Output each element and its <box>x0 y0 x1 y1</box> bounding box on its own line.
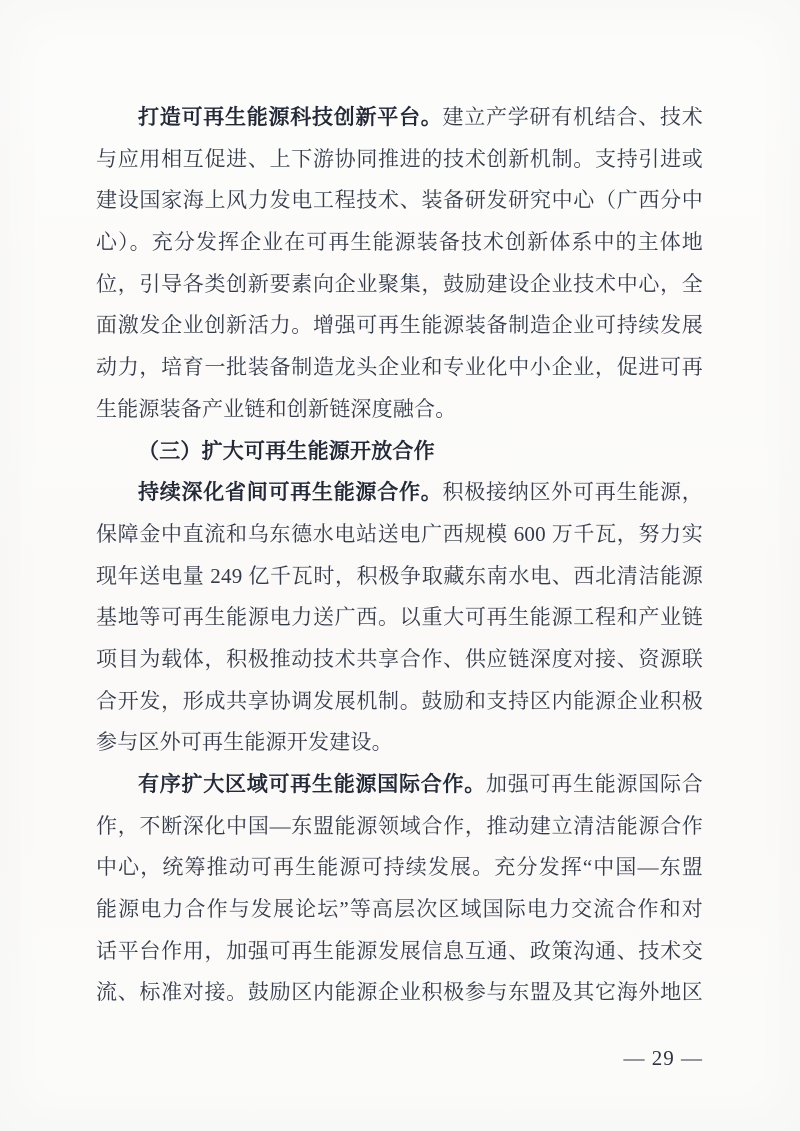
text-line <box>96 931 703 973</box>
text-segment: 与应用相互促进、上下游协同推进的技术创新机制。支持引进或 <box>96 146 703 171</box>
bold-text-segment: 打造可再生能源科技创新平台。 <box>138 105 443 129</box>
paragraph-lead-line <box>96 97 703 139</box>
text-line <box>96 597 703 639</box>
text-segment: 保障金中直流和乌东德水电站送电广西规模 600 万千瓦，努力实 <box>96 521 703 546</box>
text-segment: 基地等可再生能源电力送广西。以重大可再生能源工程和产业链 <box>96 605 703 630</box>
text-segment: 话平台作用，加强可再生能源发展信息互通、政策沟通、技术交 <box>96 938 703 963</box>
text-segment: 流、标准对接。鼓励区内能源企业积极参与东盟及其它海外地区 <box>96 980 703 1005</box>
text-line <box>96 264 703 306</box>
bold-text-segment: （三）扩大可再生能源开放合作 <box>138 438 435 463</box>
text-line <box>96 639 703 681</box>
text-segment: 生能源装备产业链和创新链深度融合。 <box>96 396 457 421</box>
text-segment: 现年送电量 249 亿千瓦时，积极争取藏东南水电、西北清洁能源 <box>96 563 703 588</box>
text-segment: 中心，统筹推动可再生能源可持续发展。充分发挥“中国—东盟 <box>96 855 703 880</box>
text-line <box>96 806 703 848</box>
page-number: — 29 — <box>623 1046 703 1070</box>
section-heading <box>96 431 703 473</box>
paragraph-last-line <box>96 389 703 431</box>
text-segment: 面激发企业创新活力。增强可再生能源装备制造企业可持续发展 <box>96 313 703 338</box>
text-segment: 建设国家海上风力发电工程技术、装备研发研究中心（广西分中 <box>96 188 703 213</box>
text-segment: 作，不断深化中国—东盟能源领域合作，推动建立清洁能源合作 <box>96 813 703 838</box>
paragraph-lead-line <box>96 472 703 514</box>
text-segment: 加强可再生能源国际合 <box>486 772 703 796</box>
text-segment: 积极接纳区外可再生能源， <box>442 480 703 505</box>
text-line <box>96 180 703 222</box>
text-line <box>96 139 703 181</box>
text-segment: 建立产学研有机结合、技术 <box>442 105 703 129</box>
text-segment: 项目为载体，积极推动技术共享合作、供应链深度对接、资源联 <box>96 646 703 671</box>
text-line <box>96 889 703 931</box>
text-line <box>96 222 703 264</box>
text-line <box>96 972 703 1014</box>
bold-text-segment: 持续深化省间可再生能源合作。 <box>138 480 443 505</box>
text-segment: 动力，培育一批装备制造龙头企业和专业化中小企业，促进可再 <box>96 355 703 380</box>
paragraph-lead-line <box>96 764 703 806</box>
text-line <box>96 305 703 347</box>
text-segment: 心）。充分发挥企业在可再生能源装备技术创新体系中的主体地 <box>96 230 703 255</box>
text-line <box>96 556 703 598</box>
text-segment: 参与区外可再生能源开发建设。 <box>96 730 393 755</box>
text-segment: 能源电力合作与发展论坛”等高层次区域国际电力交流合作和对 <box>96 897 703 922</box>
text-line <box>96 514 703 556</box>
text-line <box>96 681 703 723</box>
text-segment: 合开发，形成共享协调发展机制。鼓励和支持区内能源企业积极 <box>96 688 703 713</box>
text-line <box>96 847 703 889</box>
text-line <box>96 347 703 389</box>
bold-text-segment: 有序扩大区域可再生能源国际合作。 <box>138 772 487 796</box>
paragraph-last-line <box>96 722 703 764</box>
text-segment: 位，引导各类创新要素向企业聚集，鼓励建设企业技术中心，全 <box>96 271 703 296</box>
text-block <box>96 97 703 1014</box>
